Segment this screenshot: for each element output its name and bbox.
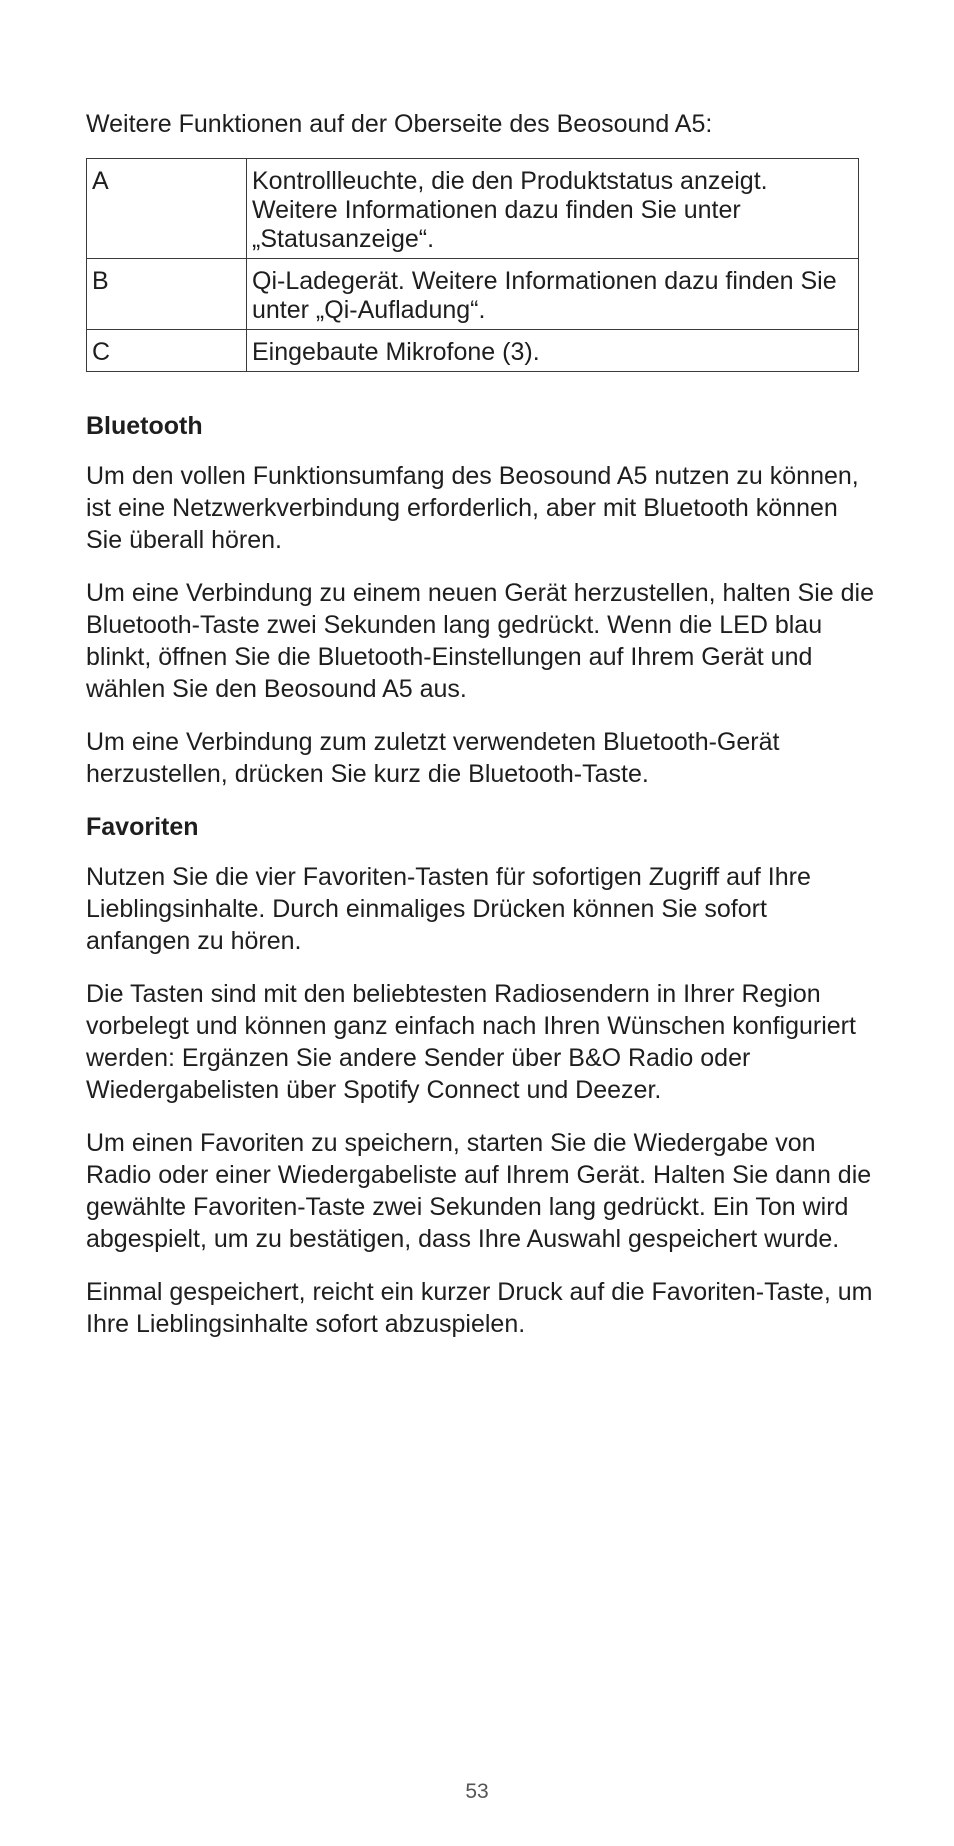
table-cell-text: Qi-Ladegerät. Weitere Informationen dazu finden Sie unter „Qi-Aufladung“. (247, 259, 859, 330)
table-row (87, 259, 859, 330)
favoriten-paragraph: Um einen Favoriten zu speichern, starten Sie die Wiedergabe von Radio oder einer Wiedergabeliste auf Ihrem Gerät. Halten Sie dann die gewählte Favoriten-Taste zwei Sekunden lang gedrückt. Ein Ton wird abgespielt, um zu bestätigen, dass Ihre Auswahl gespeichert wurde. (86, 1129, 872, 1253)
table-row (87, 330, 859, 372)
bluetooth-paragraph: Um eine Verbindung zum zuletzt verwendeten Bluetooth-Gerät herzustellen, drücken Sie kurz die Bluetooth-Taste. (86, 728, 780, 788)
favoriten-paragraph: Nutzen Sie die vier Favoriten-Tasten für sofortigen Zugriff auf Ihre Lieblingsinhalte. Durch einmaliges Drücken können Sie sofort anfangen zu hören. (86, 863, 811, 955)
favoriten-paragraph: Die Tasten sind mit den beliebtesten Radiosendern in Ihrer Region vorbelegt und können ganz einfach nach Ihren Wünschen konfiguriert werden: Ergänzen Sie andere Sender über B&O Radio oder Wiedergabelisten über Spotify Connect und Deezer. (86, 980, 856, 1104)
favoriten-heading: Favoriten (86, 813, 199, 841)
page-number: 53 (465, 1780, 489, 1803)
table-cell-key: C (87, 330, 247, 372)
bluetooth-paragraph: Um eine Verbindung zu einem neuen Gerät herzustellen, halten Sie die Bluetooth-Taste zwei Sekunden lang gedrückt. Wenn die LED blau blinkt, öffnen Sie die Bluetooth-Einstellungen auf Ihrem Gerät und wählen Sie den Beosound A5 aus. (86, 579, 875, 703)
table-cell-text: Eingebaute Mikrofone (3). (247, 330, 859, 372)
bluetooth-paragraph: Um den vollen Funktionsumfang des Beosound A5 nutzen zu können, ist eine Netzwerkverbindung erforderlich, aber mit Bluetooth können Sie überall hören. (86, 462, 859, 554)
intro-text: Weitere Funktionen auf der Oberseite des Beosound A5: (86, 110, 713, 138)
table-cell-text: Kontrollleuchte, die den Produktstatus anzeigt. Weitere Informationen dazu finden Sie unter „Statusanzeige“. (247, 159, 859, 259)
document-page (86, 108, 876, 1361)
table-row (87, 159, 859, 259)
table-cell-key: A (87, 159, 247, 259)
favoriten-paragraph: Einmal gespeichert, reicht ein kurzer Druck auf die Favoriten-Taste, um Ihre Lieblingsinhalte sofort abzuspielen. (86, 1278, 873, 1338)
table-cell-key: B (87, 259, 247, 330)
bluetooth-heading: Bluetooth (86, 412, 203, 440)
feature-table (86, 158, 859, 372)
